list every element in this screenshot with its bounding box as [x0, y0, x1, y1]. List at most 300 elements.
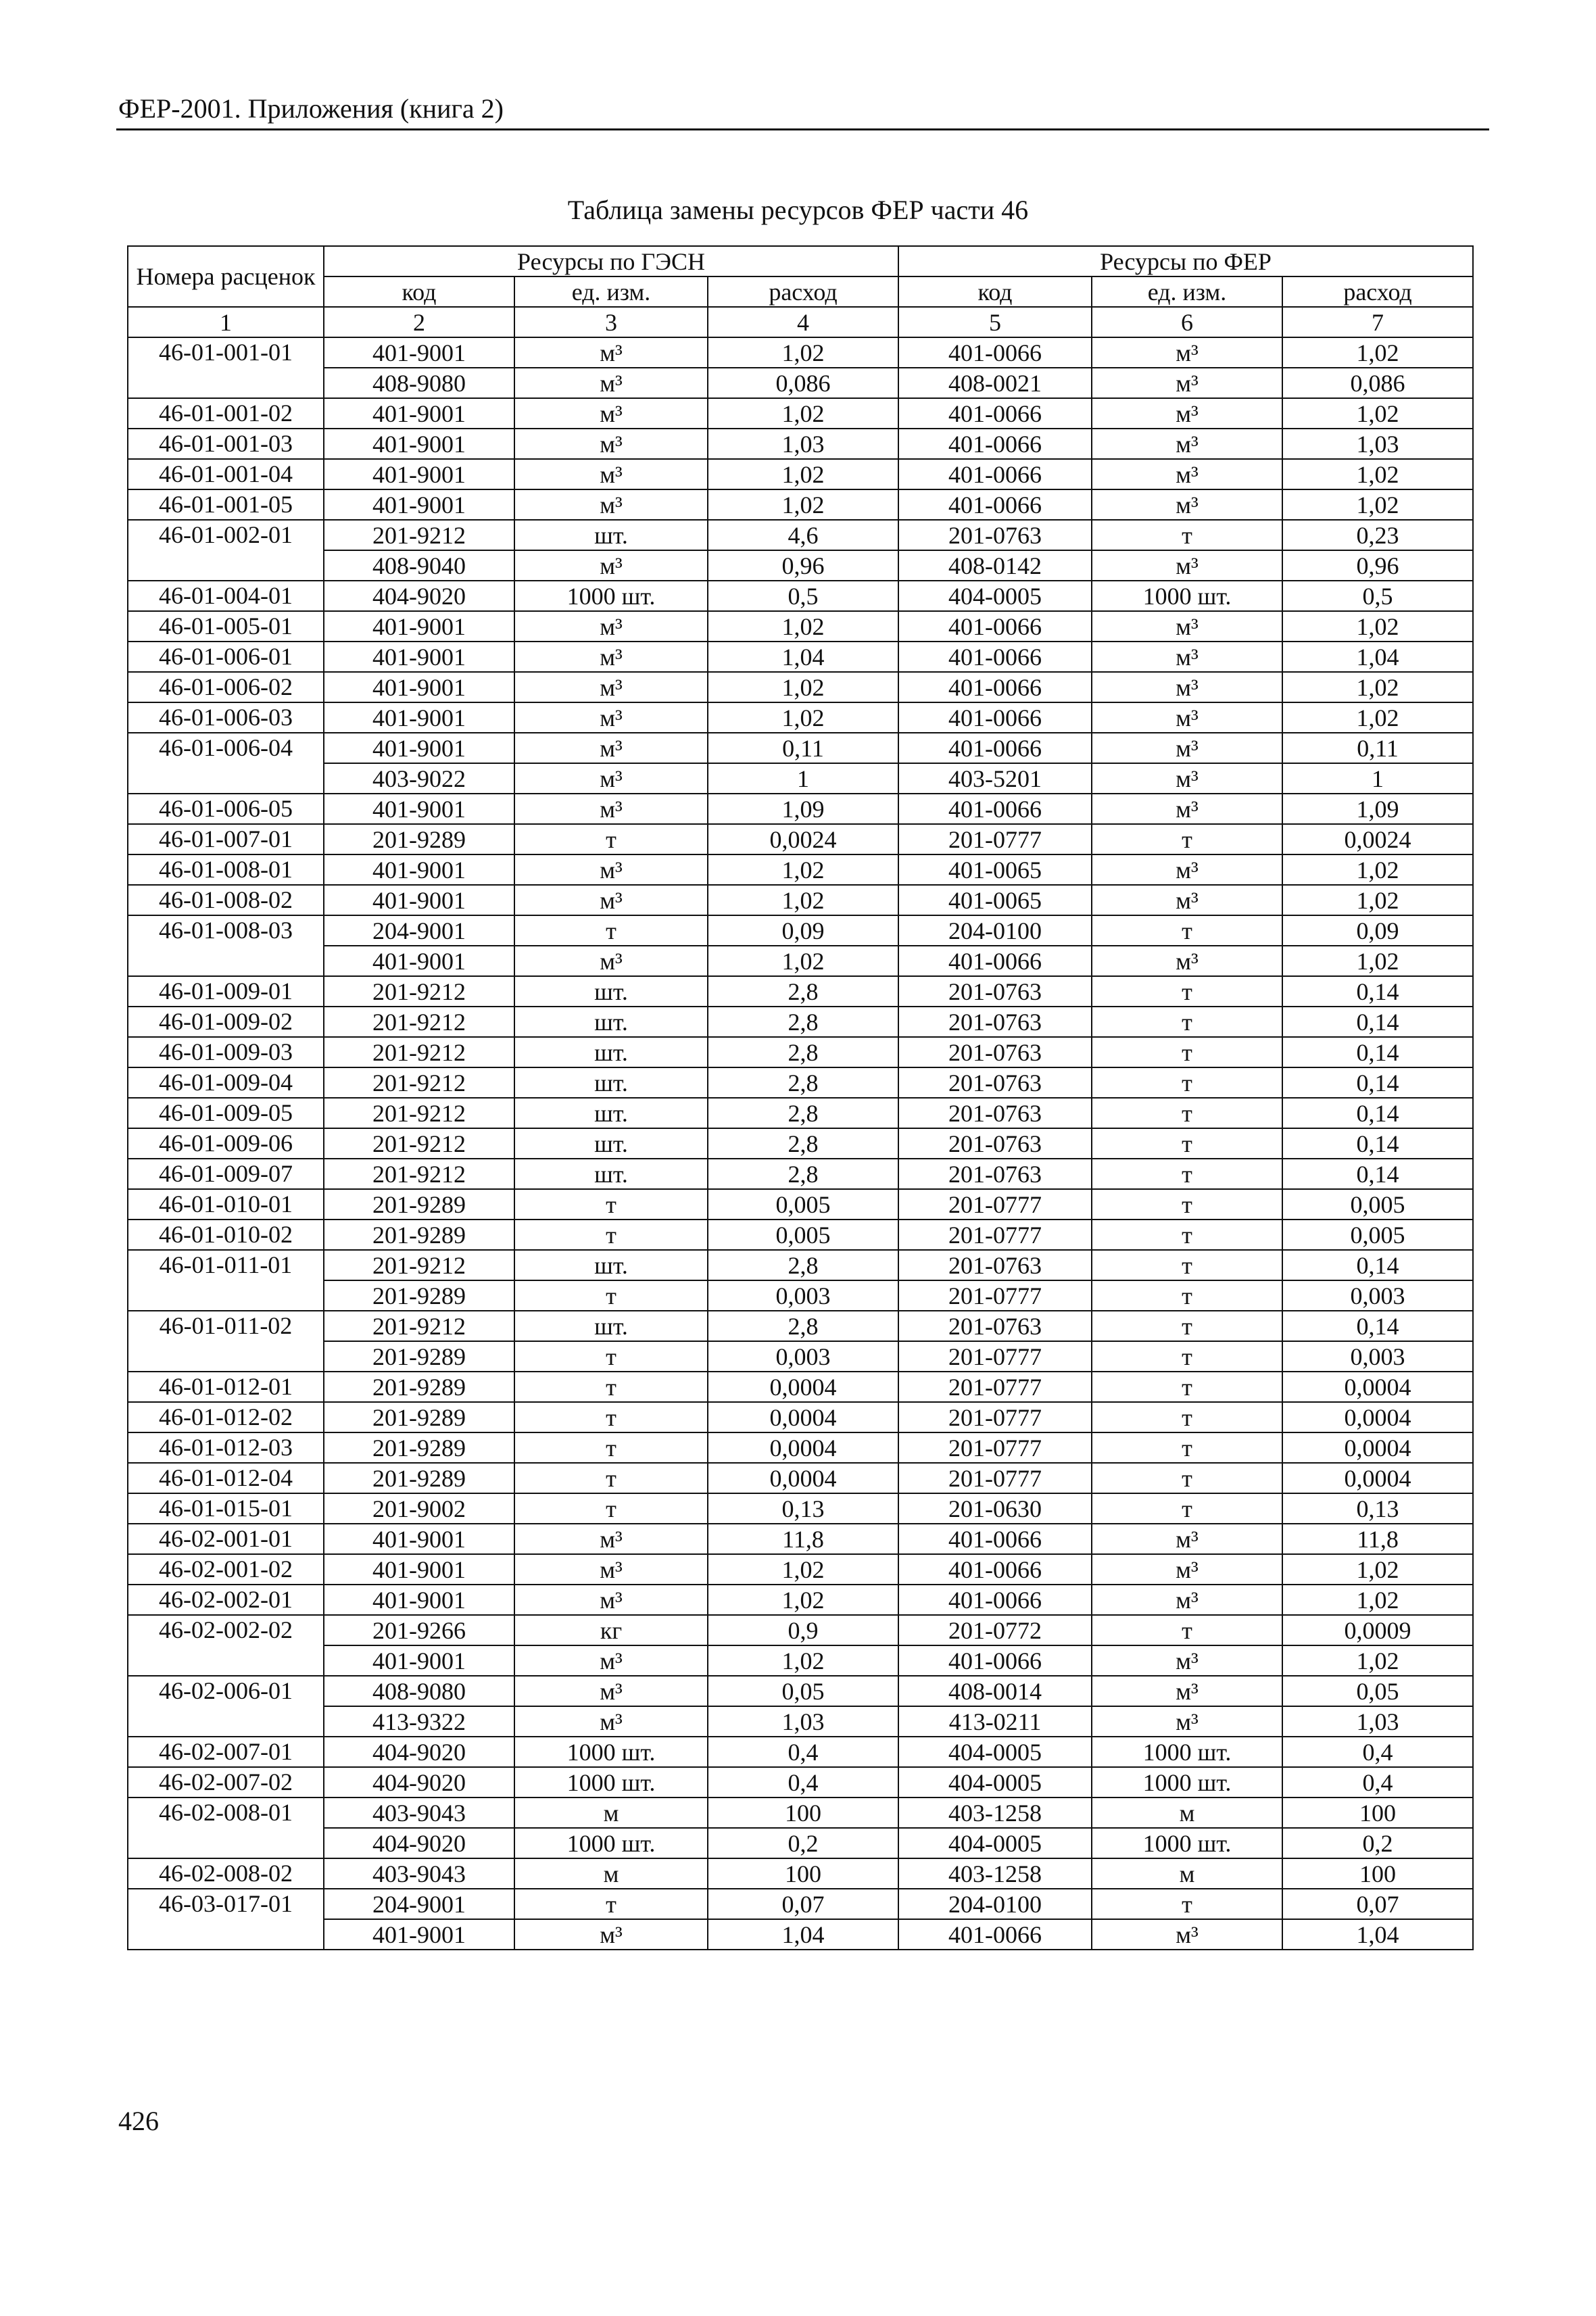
gesn-consumption-cell: 1,02	[708, 1645, 898, 1676]
fer-code-cell: 401-0066	[898, 672, 1092, 702]
rate-number-cell: 46-01-010-02	[128, 1220, 324, 1250]
column-number-row	[128, 307, 1473, 337]
fer-consumption-cell: 0,4	[1282, 1737, 1473, 1767]
fer-unit-cell: т	[1092, 1311, 1282, 1341]
fer-unit-cell: м³	[1092, 702, 1282, 733]
fer-code-cell: 408-0021	[898, 368, 1092, 398]
fer-consumption-cell: 0,14	[1282, 1098, 1473, 1128]
rate-number-cell: 46-02-006-01	[128, 1676, 324, 1737]
gesn-code-cell: 201-9266	[324, 1615, 514, 1645]
gesn-unit-cell: м³	[514, 611, 708, 642]
rate-number-cell: 46-01-009-02	[128, 1007, 324, 1037]
fer-unit-cell: т	[1092, 915, 1282, 946]
gesn-code-cell: 401-9001	[324, 459, 514, 489]
gesn-unit-cell: м	[514, 1858, 708, 1889]
fer-unit-cell: м³	[1092, 763, 1282, 794]
gesn-code-cell: 401-9001	[324, 398, 514, 429]
fer-consumption-cell: 0,14	[1282, 1159, 1473, 1189]
fer-unit-cell: т	[1092, 1250, 1282, 1280]
fer-code-cell: 201-0777	[898, 1220, 1092, 1250]
fer-code-cell: 404-0005	[898, 1737, 1092, 1767]
table-row	[128, 1585, 1473, 1615]
fer-unit-cell: т	[1092, 1220, 1282, 1250]
fer-unit-cell: т	[1092, 520, 1282, 550]
fer-code-cell: 403-5201	[898, 763, 1092, 794]
table-row	[128, 733, 1473, 763]
gesn-code-cell: 201-9212	[324, 1098, 514, 1128]
gesn-code-cell: 401-9001	[324, 672, 514, 702]
gesn-consumption-cell: 1,02	[708, 459, 898, 489]
fer-consumption-cell: 0,14	[1282, 1067, 1473, 1098]
gesn-consumption-cell: 2,8	[708, 1159, 898, 1189]
gesn-consumption-cell: 2,8	[708, 1037, 898, 1067]
gesn-unit-cell: м³	[514, 1585, 708, 1615]
gesn-unit-cell: м³	[514, 550, 708, 581]
fer-code-cell: 201-0777	[898, 1189, 1092, 1220]
fer-consumption-cell: 1,02	[1282, 946, 1473, 976]
gesn-consumption-cell: 0,9	[708, 1615, 898, 1645]
gesn-code-cell: 413-9322	[324, 1706, 514, 1737]
resource-replacement-table	[127, 245, 1474, 1950]
gesn-consumption-cell: 0,0004	[708, 1432, 898, 1463]
fer-consumption-cell: 0,0024	[1282, 824, 1473, 854]
table-row	[128, 1372, 1473, 1402]
fer-unit-cell: м³	[1092, 672, 1282, 702]
table-row	[128, 1250, 1473, 1280]
fer-code-cell: 401-0066	[898, 489, 1092, 520]
header-gesn-consumption: расход	[708, 276, 898, 307]
fer-unit-cell: т	[1092, 976, 1282, 1007]
fer-unit-cell: т	[1092, 1189, 1282, 1220]
fer-consumption-cell: 1,02	[1282, 885, 1473, 915]
gesn-consumption-cell: 0,005	[708, 1189, 898, 1220]
fer-unit-cell: 1000 шт.	[1092, 1828, 1282, 1858]
fer-consumption-cell: 1,04	[1282, 1919, 1473, 1950]
rate-number-cell: 46-03-017-01	[128, 1889, 324, 1950]
gesn-unit-cell: шт.	[514, 1250, 708, 1280]
gesn-code-cell: 201-9289	[324, 1341, 514, 1372]
table-row	[128, 1767, 1473, 1798]
rate-number-cell: 46-02-008-02	[128, 1858, 324, 1889]
rate-number-cell: 46-01-012-03	[128, 1432, 324, 1463]
fer-consumption-cell: 0,5	[1282, 581, 1473, 611]
table-row	[128, 1159, 1473, 1189]
fer-unit-cell: т	[1092, 1098, 1282, 1128]
fer-consumption-cell: 0,086	[1282, 368, 1473, 398]
fer-unit-cell: м³	[1092, 642, 1282, 672]
fer-consumption-cell: 0,0004	[1282, 1463, 1473, 1493]
fer-code-cell: 401-0065	[898, 854, 1092, 885]
gesn-consumption-cell: 0,0004	[708, 1402, 898, 1432]
gesn-code-cell: 201-9289	[324, 824, 514, 854]
fer-consumption-cell: 0,0004	[1282, 1432, 1473, 1463]
gesn-code-cell: 404-9020	[324, 1737, 514, 1767]
gesn-code-cell: 201-9212	[324, 1128, 514, 1159]
table-row	[128, 672, 1473, 702]
table-row	[128, 1615, 1473, 1645]
rate-number-cell: 46-02-002-02	[128, 1615, 324, 1676]
fer-code-cell: 201-0763	[898, 976, 1092, 1007]
table-row	[128, 520, 1473, 550]
fer-consumption-cell: 1,02	[1282, 1554, 1473, 1585]
rate-number-cell: 46-01-001-05	[128, 489, 324, 520]
fer-code-cell: 201-0763	[898, 1128, 1092, 1159]
fer-unit-cell: м³	[1092, 1585, 1282, 1615]
fer-code-cell: 408-0014	[898, 1676, 1092, 1706]
table-row	[128, 1189, 1473, 1220]
gesn-unit-cell: м³	[514, 702, 708, 733]
gesn-code-cell: 401-9001	[324, 733, 514, 763]
gesn-code-cell: 401-9001	[324, 702, 514, 733]
table-row	[128, 885, 1473, 915]
rate-number-cell: 46-01-008-01	[128, 854, 324, 885]
table-row	[128, 1402, 1473, 1432]
fer-unit-cell: 1000 шт.	[1092, 1737, 1282, 1767]
gesn-consumption-cell: 1,02	[708, 489, 898, 520]
header-fer-consumption: расход	[1282, 276, 1473, 307]
gesn-unit-cell: м³	[514, 672, 708, 702]
gesn-unit-cell: т	[514, 1463, 708, 1493]
fer-unit-cell: м³	[1092, 550, 1282, 581]
rate-number-cell: 46-02-007-01	[128, 1737, 324, 1767]
fer-unit-cell: т	[1092, 1402, 1282, 1432]
fer-code-cell: 404-0005	[898, 1767, 1092, 1798]
gesn-consumption-cell: 1,02	[708, 885, 898, 915]
table-row	[128, 915, 1473, 946]
fer-unit-cell: м³	[1092, 368, 1282, 398]
column-number: 6	[1092, 307, 1282, 337]
gesn-unit-cell: шт.	[514, 1159, 708, 1189]
gesn-code-cell: 201-9212	[324, 976, 514, 1007]
gesn-code-cell: 401-9001	[324, 1554, 514, 1585]
fer-consumption-cell: 0,09	[1282, 915, 1473, 946]
fer-unit-cell: т	[1092, 1889, 1282, 1919]
table-row	[128, 642, 1473, 672]
gesn-consumption-cell: 0,4	[708, 1767, 898, 1798]
fer-code-cell: 401-0066	[898, 611, 1092, 642]
fer-consumption-cell: 0,96	[1282, 550, 1473, 581]
gesn-unit-cell: м³	[514, 429, 708, 459]
gesn-code-cell: 201-9212	[324, 520, 514, 550]
rate-number-cell: 46-01-006-01	[128, 642, 324, 672]
gesn-unit-cell: т	[514, 1402, 708, 1432]
table-row	[128, 1220, 1473, 1250]
fer-code-cell: 201-0630	[898, 1493, 1092, 1524]
gesn-consumption-cell: 4,6	[708, 520, 898, 550]
fer-unit-cell: м³	[1092, 1645, 1282, 1676]
gesn-consumption-cell: 0,0024	[708, 824, 898, 854]
rate-number-cell: 46-01-007-01	[128, 824, 324, 854]
rate-number-cell: 46-01-006-05	[128, 794, 324, 824]
fer-consumption-cell: 1,04	[1282, 642, 1473, 672]
header-rates: Номера расценок	[128, 246, 324, 307]
gesn-code-cell: 403-9043	[324, 1798, 514, 1828]
gesn-unit-cell: шт.	[514, 1067, 708, 1098]
page-number: 426	[118, 2106, 159, 2136]
rate-number-cell: 46-01-001-02	[128, 398, 324, 429]
gesn-unit-cell: шт.	[514, 1128, 708, 1159]
column-number: 5	[898, 307, 1092, 337]
gesn-unit-cell: 1000 шт.	[514, 581, 708, 611]
gesn-unit-cell: м³	[514, 733, 708, 763]
fer-unit-cell: м³	[1092, 1524, 1282, 1554]
gesn-consumption-cell: 0,003	[708, 1341, 898, 1372]
gesn-consumption-cell: 1,02	[708, 1554, 898, 1585]
fer-consumption-cell: 0,14	[1282, 1311, 1473, 1341]
fer-consumption-cell: 0,11	[1282, 733, 1473, 763]
rate-number-cell: 46-01-009-05	[128, 1098, 324, 1128]
fer-unit-cell: 1000 шт.	[1092, 581, 1282, 611]
table-row	[128, 1737, 1473, 1767]
fer-code-cell: 201-0763	[898, 1098, 1092, 1128]
fer-code-cell: 401-0066	[898, 733, 1092, 763]
gesn-code-cell: 201-9289	[324, 1432, 514, 1463]
rate-number-cell: 46-01-009-06	[128, 1128, 324, 1159]
fer-unit-cell: м³	[1092, 1706, 1282, 1737]
gesn-unit-cell: т	[514, 1280, 708, 1311]
fer-unit-cell: м³	[1092, 459, 1282, 489]
gesn-unit-cell: м³	[514, 642, 708, 672]
fer-unit-cell: т	[1092, 1432, 1282, 1463]
rate-number-cell: 46-01-009-04	[128, 1067, 324, 1098]
header-fer-code: код	[898, 276, 1092, 307]
gesn-unit-cell: м³	[514, 794, 708, 824]
rate-number-cell: 46-01-015-01	[128, 1493, 324, 1524]
table-row	[128, 1493, 1473, 1524]
gesn-consumption-cell: 100	[708, 1798, 898, 1828]
table-row	[128, 611, 1473, 642]
fer-code-cell: 401-0066	[898, 398, 1092, 429]
rate-number-cell: 46-01-012-04	[128, 1463, 324, 1493]
fer-unit-cell: м³	[1092, 1554, 1282, 1585]
fer-unit-cell: т	[1092, 1128, 1282, 1159]
table-row	[128, 1676, 1473, 1706]
gesn-code-cell: 401-9001	[324, 946, 514, 976]
gesn-unit-cell: м³	[514, 763, 708, 794]
rate-number-cell: 46-01-006-03	[128, 702, 324, 733]
header-gesn-resources: Ресурсы по ГЭСН	[324, 246, 898, 276]
fer-consumption-cell: 11,8	[1282, 1524, 1473, 1554]
gesn-code-cell: 201-9212	[324, 1159, 514, 1189]
gesn-consumption-cell: 2,8	[708, 976, 898, 1007]
fer-consumption-cell: 100	[1282, 1858, 1473, 1889]
table-row	[128, 1463, 1473, 1493]
gesn-consumption-cell: 0,086	[708, 368, 898, 398]
fer-consumption-cell: 0,05	[1282, 1676, 1473, 1706]
gesn-unit-cell: шт.	[514, 1311, 708, 1341]
fer-unit-cell: м³	[1092, 1919, 1282, 1950]
gesn-unit-cell: т	[514, 1189, 708, 1220]
fer-consumption-cell: 1,02	[1282, 459, 1473, 489]
fer-consumption-cell: 1,03	[1282, 1706, 1473, 1737]
fer-unit-cell: м³	[1092, 733, 1282, 763]
header-gesn-unit: ед. изм.	[514, 276, 708, 307]
gesn-code-cell: 404-9020	[324, 581, 514, 611]
fer-consumption-cell: 1,09	[1282, 794, 1473, 824]
table-row	[128, 1524, 1473, 1554]
gesn-unit-cell: т	[514, 824, 708, 854]
table-row	[128, 1341, 1473, 1372]
fer-code-cell: 201-0777	[898, 1341, 1092, 1372]
fer-code-cell: 401-0066	[898, 459, 1092, 489]
gesn-unit-cell: м³	[514, 368, 708, 398]
gesn-unit-cell: м³	[514, 1554, 708, 1585]
gesn-consumption-cell: 1,03	[708, 1706, 898, 1737]
gesn-code-cell: 401-9001	[324, 489, 514, 520]
table-row	[128, 550, 1473, 581]
table-row	[128, 1128, 1473, 1159]
gesn-unit-cell: шт.	[514, 520, 708, 550]
fer-code-cell: 401-0066	[898, 429, 1092, 459]
fer-unit-cell: м³	[1092, 885, 1282, 915]
fer-code-cell: 401-0066	[898, 1554, 1092, 1585]
gesn-unit-cell: т	[514, 1372, 708, 1402]
fer-consumption-cell: 0,23	[1282, 520, 1473, 550]
gesn-consumption-cell: 0,96	[708, 550, 898, 581]
gesn-code-cell: 201-9212	[324, 1250, 514, 1280]
fer-consumption-cell: 0,2	[1282, 1828, 1473, 1858]
fer-code-cell: 401-0066	[898, 794, 1092, 824]
fer-code-cell: 404-0005	[898, 1828, 1092, 1858]
fer-consumption-cell: 0,0004	[1282, 1402, 1473, 1432]
rate-number-cell: 46-01-009-01	[128, 976, 324, 1007]
gesn-code-cell: 408-9080	[324, 1676, 514, 1706]
gesn-unit-cell: м³	[514, 1676, 708, 1706]
gesn-code-cell: 404-9020	[324, 1767, 514, 1798]
gesn-consumption-cell: 11,8	[708, 1524, 898, 1554]
gesn-unit-cell: м³	[514, 1524, 708, 1554]
fer-code-cell: 201-0763	[898, 1311, 1092, 1341]
fer-unit-cell: т	[1092, 1159, 1282, 1189]
fer-unit-cell: т	[1092, 1372, 1282, 1402]
gesn-unit-cell: м³	[514, 946, 708, 976]
fer-code-cell: 403-1258	[898, 1798, 1092, 1828]
gesn-consumption-cell: 1,02	[708, 337, 898, 368]
fer-unit-cell: т	[1092, 1463, 1282, 1493]
column-number: 1	[128, 307, 324, 337]
table-row	[128, 337, 1473, 368]
table-row	[128, 489, 1473, 520]
rate-number-cell: 46-02-008-01	[128, 1798, 324, 1858]
gesn-consumption-cell: 0,07	[708, 1889, 898, 1919]
fer-unit-cell: м³	[1092, 489, 1282, 520]
rate-number-cell: 46-01-001-03	[128, 429, 324, 459]
fer-code-cell: 201-0763	[898, 1159, 1092, 1189]
fer-code-cell: 201-0777	[898, 1280, 1092, 1311]
gesn-consumption-cell: 100	[708, 1858, 898, 1889]
rate-number-cell: 46-01-001-04	[128, 459, 324, 489]
rate-number-cell: 46-01-006-02	[128, 672, 324, 702]
gesn-code-cell: 201-9212	[324, 1067, 514, 1098]
gesn-consumption-cell: 1,02	[708, 398, 898, 429]
fer-code-cell: 401-0066	[898, 1524, 1092, 1554]
gesn-code-cell: 201-9212	[324, 1311, 514, 1341]
gesn-code-cell: 403-9043	[324, 1858, 514, 1889]
fer-code-cell: 401-0066	[898, 702, 1092, 733]
fer-unit-cell: м³	[1092, 794, 1282, 824]
fer-consumption-cell: 0,13	[1282, 1493, 1473, 1524]
fer-consumption-cell: 100	[1282, 1798, 1473, 1828]
fer-code-cell: 413-0211	[898, 1706, 1092, 1737]
gesn-unit-cell: т	[514, 1493, 708, 1524]
fer-code-cell: 201-0763	[898, 1037, 1092, 1067]
rate-number-cell: 46-01-002-01	[128, 520, 324, 581]
gesn-code-cell: 401-9001	[324, 1524, 514, 1554]
gesn-unit-cell: м	[514, 1798, 708, 1828]
rate-number-cell: 46-01-008-02	[128, 885, 324, 915]
gesn-consumption-cell: 0,4	[708, 1737, 898, 1767]
table-row	[128, 1706, 1473, 1737]
gesn-unit-cell: м³	[514, 1706, 708, 1737]
fer-unit-cell: 1000 шт.	[1092, 1767, 1282, 1798]
gesn-code-cell: 201-9289	[324, 1280, 514, 1311]
fer-unit-cell: т	[1092, 1067, 1282, 1098]
gesn-consumption-cell: 2,8	[708, 1250, 898, 1280]
gesn-consumption-cell: 2,8	[708, 1067, 898, 1098]
fer-consumption-cell: 0,0009	[1282, 1615, 1473, 1645]
table-row	[128, 398, 1473, 429]
rate-number-cell: 46-01-004-01	[128, 581, 324, 611]
rate-number-cell: 46-01-009-07	[128, 1159, 324, 1189]
gesn-code-cell: 404-9020	[324, 1828, 514, 1858]
fer-consumption-cell: 1,02	[1282, 672, 1473, 702]
table-row	[128, 854, 1473, 885]
table-row	[128, 429, 1473, 459]
fer-unit-cell: т	[1092, 1007, 1282, 1037]
rate-number-cell: 46-01-008-03	[128, 915, 324, 976]
rate-number-cell: 46-01-011-02	[128, 1311, 324, 1372]
fer-unit-cell: т	[1092, 1280, 1282, 1311]
fer-code-cell: 201-0777	[898, 1372, 1092, 1402]
fer-consumption-cell: 1,02	[1282, 611, 1473, 642]
gesn-unit-cell: т	[514, 915, 708, 946]
table-row	[128, 1645, 1473, 1676]
gesn-code-cell: 401-9001	[324, 611, 514, 642]
fer-code-cell: 408-0142	[898, 550, 1092, 581]
fer-unit-cell: м	[1092, 1798, 1282, 1828]
fer-unit-cell: м³	[1092, 398, 1282, 429]
gesn-code-cell: 401-9001	[324, 1585, 514, 1615]
gesn-code-cell: 201-9289	[324, 1402, 514, 1432]
gesn-consumption-cell: 0,0004	[708, 1463, 898, 1493]
table-row	[128, 702, 1473, 733]
gesn-code-cell: 401-9001	[324, 885, 514, 915]
table-row	[128, 824, 1473, 854]
fer-unit-cell: т	[1092, 1341, 1282, 1372]
gesn-code-cell: 204-9001	[324, 915, 514, 946]
fer-code-cell: 201-0763	[898, 1067, 1092, 1098]
gesn-code-cell: 201-9289	[324, 1463, 514, 1493]
gesn-code-cell: 401-9001	[324, 1645, 514, 1676]
table-row	[128, 1037, 1473, 1067]
header-fer-unit: ед. изм.	[1092, 276, 1282, 307]
fer-unit-cell: м³	[1092, 946, 1282, 976]
fer-unit-cell: т	[1092, 1493, 1282, 1524]
gesn-consumption-cell: 1,02	[708, 672, 898, 702]
table-row	[128, 946, 1473, 976]
fer-consumption-cell: 0,005	[1282, 1189, 1473, 1220]
fer-consumption-cell: 0,0004	[1282, 1372, 1473, 1402]
table-row	[128, 1432, 1473, 1463]
gesn-consumption-cell: 1,02	[708, 702, 898, 733]
gesn-unit-cell: м³	[514, 398, 708, 429]
table-row	[128, 976, 1473, 1007]
rate-number-cell: 46-01-006-04	[128, 733, 324, 794]
gesn-consumption-cell: 0,005	[708, 1220, 898, 1250]
rate-number-cell: 46-01-012-02	[128, 1402, 324, 1432]
fer-consumption-cell: 0,14	[1282, 976, 1473, 1007]
rate-number-cell: 46-02-001-02	[128, 1554, 324, 1585]
